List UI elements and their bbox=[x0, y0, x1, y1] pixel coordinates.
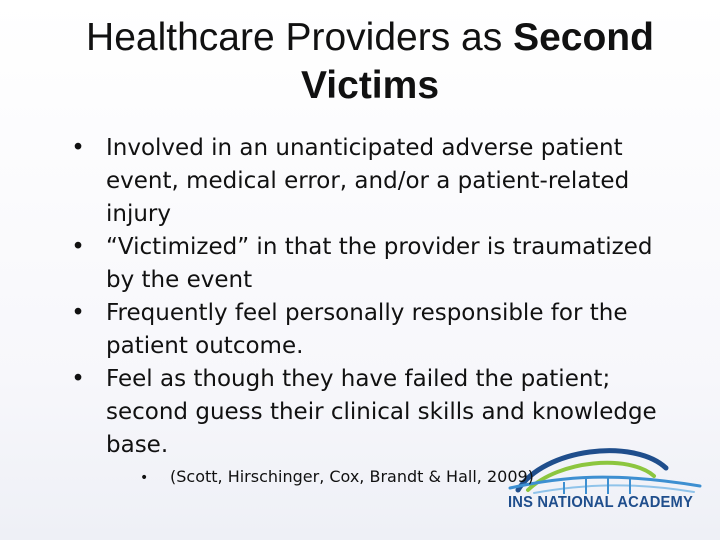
bullet-list bbox=[68, 132, 678, 462]
bullet-text: Feel as though they have failed the patient; second guess their clinical skills and knowledge base. bbox=[106, 366, 657, 458]
citation bbox=[140, 466, 534, 489]
title-text-regular: Healthcare Providers as bbox=[86, 16, 514, 59]
bullet-item bbox=[68, 297, 678, 363]
bullet-icon: • bbox=[71, 234, 85, 260]
bullet-item bbox=[68, 132, 678, 231]
ins-national-academy-logo bbox=[504, 438, 704, 522]
bullet-item bbox=[68, 231, 678, 297]
bullet-icon: • bbox=[71, 366, 85, 392]
bullet-text: “Victimized” in that the provider is traumatized by the event bbox=[106, 234, 653, 293]
title-text-bold: Second bbox=[513, 16, 654, 59]
citation-text: (Scott, Hirschinger, Cox, Brandt & Hall, 2009) bbox=[170, 467, 534, 486]
citation-bullet-icon: • bbox=[140, 470, 149, 486]
bullet-text: Frequently feel personally responsible for the patient outcome. bbox=[106, 300, 628, 359]
slide-title bbox=[40, 14, 700, 110]
bullet-icon: • bbox=[71, 300, 85, 326]
title-text-line2: Victims bbox=[300, 64, 440, 107]
bullet-icon: • bbox=[71, 135, 85, 161]
bullet-text: Involved in an unanticipated adverse patient event, medical error, and/or a patient-related injury bbox=[106, 135, 630, 227]
logo-text: INS NATIONAL ACADEMY bbox=[508, 494, 693, 511]
logo-arcs-icon bbox=[504, 438, 704, 498]
